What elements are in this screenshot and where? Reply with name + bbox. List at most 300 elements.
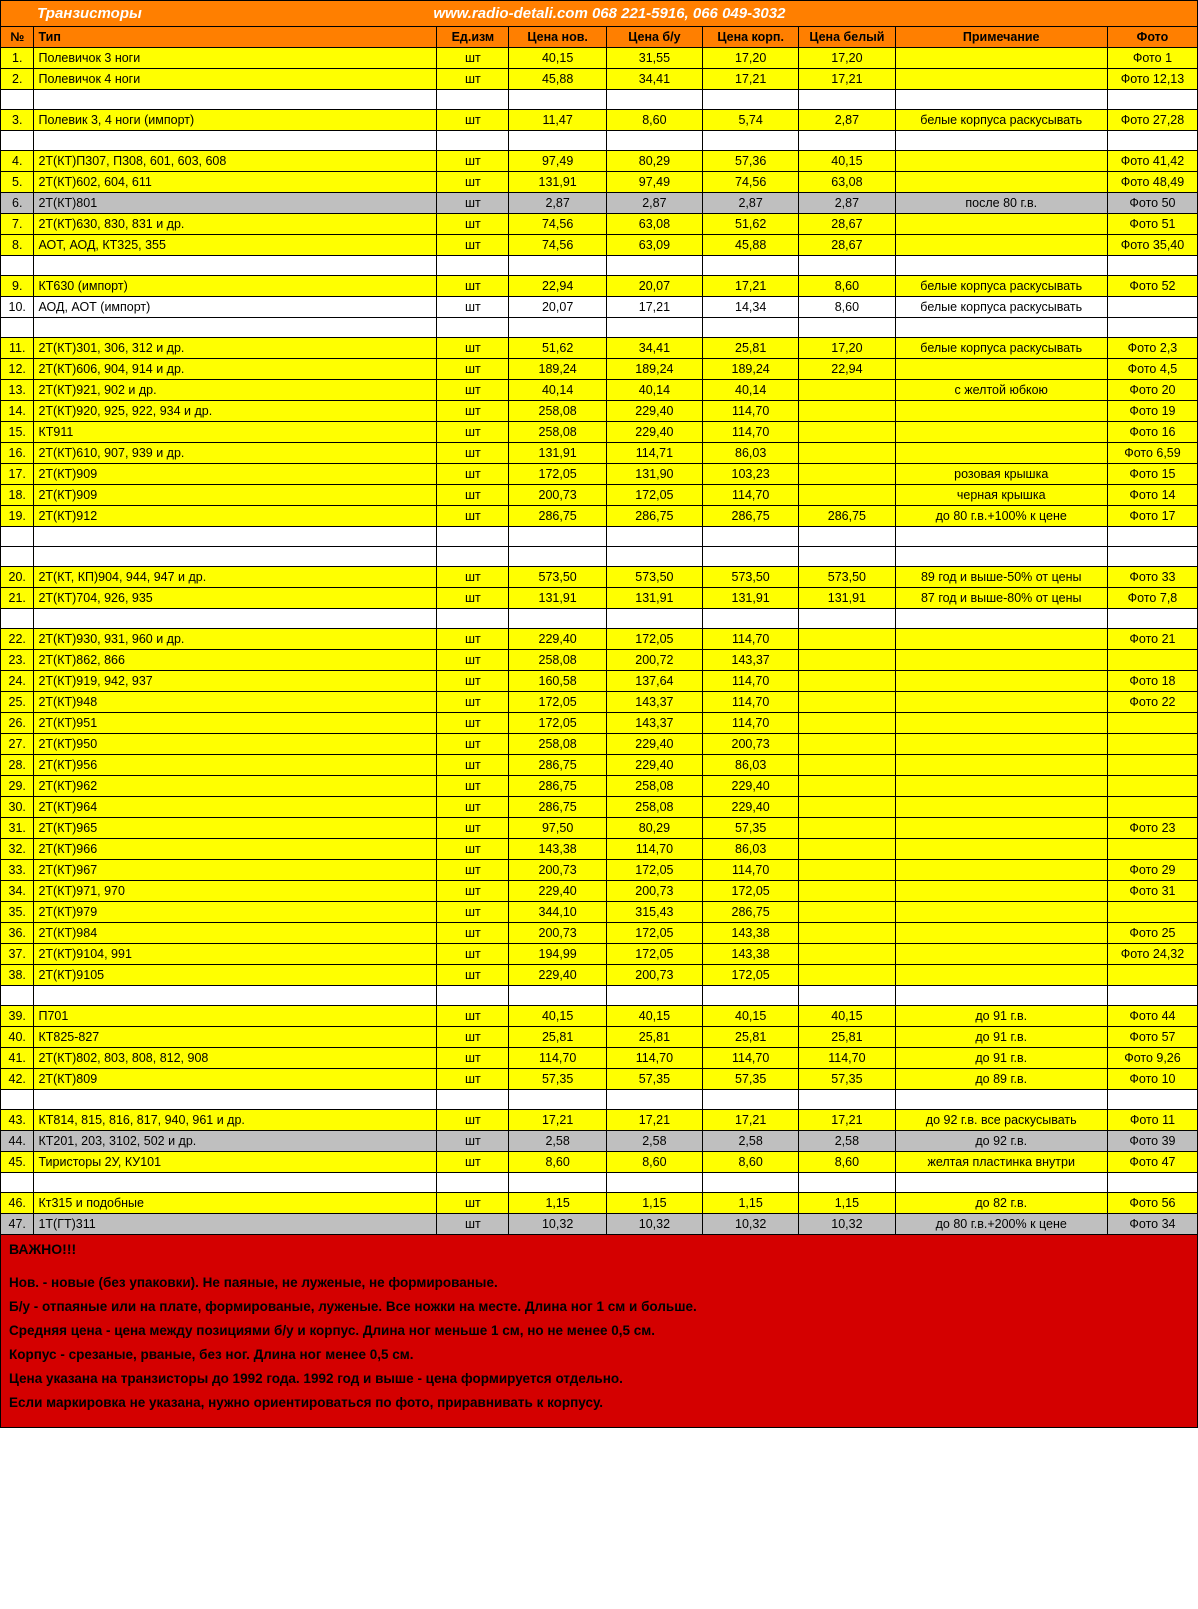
cell-type: 2Т(КТ)630, 830, 831 и др.	[34, 214, 437, 235]
cell-unit	[437, 131, 509, 151]
cell-p2: 114,70	[606, 839, 702, 860]
cell-note	[895, 734, 1107, 755]
cell-note	[895, 776, 1107, 797]
column-header-price-case: Цена корп.	[703, 27, 799, 48]
cell-p1: 229,40	[509, 629, 606, 650]
cell-photo	[1107, 256, 1197, 276]
cell-p4: 25,81	[799, 1027, 895, 1048]
cell-num: 21.	[1, 588, 34, 609]
cell-p2: 80,29	[606, 818, 702, 839]
cell-p3: 17,21	[703, 1110, 799, 1131]
cell-note: белые корпуса раскусывать	[895, 110, 1107, 131]
cell-p4	[799, 131, 895, 151]
cell-p1: 286,75	[509, 755, 606, 776]
cell-p3: 229,40	[703, 776, 799, 797]
cell-num	[1, 609, 34, 629]
cell-p1: 131,91	[509, 443, 606, 464]
cell-photo: Фото 29	[1107, 860, 1197, 881]
cell-unit: шт	[437, 235, 509, 256]
cell-p2: 200,73	[606, 881, 702, 902]
cell-p2: 189,24	[606, 359, 702, 380]
table-row	[1, 297, 1198, 318]
cell-note	[895, 881, 1107, 902]
cell-p2: 172,05	[606, 860, 702, 881]
table-row	[1, 567, 1198, 588]
cell-p2: 17,21	[606, 297, 702, 318]
cell-unit: шт	[437, 69, 509, 90]
cell-num: 23.	[1, 650, 34, 671]
cell-p2: 57,35	[606, 1069, 702, 1090]
cell-note: 87 год и выше-80% от цены	[895, 588, 1107, 609]
table-row	[1, 172, 1198, 193]
cell-p3: 114,70	[703, 1048, 799, 1069]
cell-type: 2Т(КТ)921, 902 и др.	[34, 380, 437, 401]
footer-line: Б/у - отпаяные или на плате, формированые, луженые. Все ножки на месте. Длина ног 1 см и больше.	[9, 1299, 697, 1314]
cell-p3: 45,88	[703, 235, 799, 256]
cell-p1: 20,07	[509, 297, 606, 318]
cell-note	[895, 671, 1107, 692]
cell-photo: Фото 2,3	[1107, 338, 1197, 359]
cell-num: 17.	[1, 464, 34, 485]
cell-note: белые корпуса раскусывать	[895, 297, 1107, 318]
cell-photo	[1107, 297, 1197, 318]
cell-note	[895, 256, 1107, 276]
cell-unit: шт	[437, 776, 509, 797]
cell-num: 30.	[1, 797, 34, 818]
cell-p1: 189,24	[509, 359, 606, 380]
cell-unit: шт	[437, 1069, 509, 1090]
cell-unit: шт	[437, 172, 509, 193]
cell-note	[895, 359, 1107, 380]
cell-unit: шт	[437, 485, 509, 506]
table-header-row	[1, 27, 1198, 48]
price-table	[0, 26, 1198, 1235]
cell-p2: 573,50	[606, 567, 702, 588]
cell-p1: 2,87	[509, 193, 606, 214]
cell-note	[895, 151, 1107, 172]
cell-type: 2Т(КТ)610, 907, 939 и др.	[34, 443, 437, 464]
table-row	[1, 839, 1198, 860]
cell-note	[895, 214, 1107, 235]
table-row	[1, 401, 1198, 422]
cell-p2: 143,37	[606, 713, 702, 734]
cell-p4: 40,15	[799, 1006, 895, 1027]
cell-p4: 17,21	[799, 1110, 895, 1131]
cell-type: 2Т(КТ)966	[34, 839, 437, 860]
cell-p1: 40,14	[509, 380, 606, 401]
cell-type: 2Т(КТ)301, 306, 312 и др.	[34, 338, 437, 359]
cell-unit: шт	[437, 965, 509, 986]
cell-p1: 143,38	[509, 839, 606, 860]
cell-unit: шт	[437, 359, 509, 380]
cell-unit: шт	[437, 401, 509, 422]
cell-photo	[1107, 965, 1197, 986]
cell-note	[895, 609, 1107, 629]
cell-type: 2Т(КТ)912	[34, 506, 437, 527]
cell-num: 20.	[1, 567, 34, 588]
cell-num: 37.	[1, 944, 34, 965]
cell-p4	[799, 1090, 895, 1110]
table-row	[1, 110, 1198, 131]
cell-num: 44.	[1, 1131, 34, 1152]
cell-type	[34, 1090, 437, 1110]
cell-num: 12.	[1, 359, 34, 380]
table-row	[1, 276, 1198, 297]
cell-p3	[703, 318, 799, 338]
cell-photo	[1107, 734, 1197, 755]
cell-type: КТ814, 815, 816, 817, 940, 961 и др.	[34, 1110, 437, 1131]
cell-p4: 22,94	[799, 359, 895, 380]
cell-p1: 131,91	[509, 588, 606, 609]
cell-type: КТ201, 203, 3102, 502 и др.	[34, 1131, 437, 1152]
cell-p2: 172,05	[606, 923, 702, 944]
cell-unit: шт	[437, 755, 509, 776]
cell-note	[895, 797, 1107, 818]
cell-p2	[606, 131, 702, 151]
cell-type: 2Т(КТ)602, 604, 611	[34, 172, 437, 193]
cell-unit	[437, 1090, 509, 1110]
cell-note: 89 год и выше-50% от цены	[895, 567, 1107, 588]
cell-type: Полевичок 4 ноги	[34, 69, 437, 90]
table-row	[1, 380, 1198, 401]
table-row	[1, 464, 1198, 485]
cell-p3: 14,34	[703, 297, 799, 318]
cell-p2: 172,05	[606, 944, 702, 965]
cell-note	[895, 1090, 1107, 1110]
cell-num: 6.	[1, 193, 34, 214]
table-row	[1, 359, 1198, 380]
cell-num: 4.	[1, 151, 34, 172]
cell-p2: 114,71	[606, 443, 702, 464]
cell-num: 9.	[1, 276, 34, 297]
cell-p3: 573,50	[703, 567, 799, 588]
cell-p2: 40,14	[606, 380, 702, 401]
cell-p2: 258,08	[606, 797, 702, 818]
cell-p4	[799, 818, 895, 839]
cell-p2: 137,64	[606, 671, 702, 692]
cell-unit: шт	[437, 1131, 509, 1152]
cell-p3: 17,21	[703, 276, 799, 297]
cell-type: 2Т(КТ)965	[34, 818, 437, 839]
cell-p1	[509, 527, 606, 547]
cell-p2	[606, 318, 702, 338]
cell-unit: шт	[437, 1027, 509, 1048]
cell-note	[895, 860, 1107, 881]
cell-type: 2Т(КТ)704, 926, 935	[34, 588, 437, 609]
page-title: Транзисторы	[37, 5, 142, 22]
cell-p4	[799, 256, 895, 276]
cell-p3: 286,75	[703, 506, 799, 527]
cell-unit: шт	[437, 881, 509, 902]
cell-unit	[437, 547, 509, 567]
table-row	[1, 1069, 1198, 1090]
cell-p1	[509, 609, 606, 629]
cell-photo	[1107, 986, 1197, 1006]
cell-num: 25.	[1, 692, 34, 713]
cell-num: 39.	[1, 1006, 34, 1027]
cell-p1: 172,05	[509, 464, 606, 485]
cell-note	[895, 902, 1107, 923]
cell-note	[895, 692, 1107, 713]
cell-p4: 17,21	[799, 69, 895, 90]
cell-unit: шт	[437, 464, 509, 485]
cell-p1: 1,15	[509, 1193, 606, 1214]
cell-p3: 131,91	[703, 588, 799, 609]
cell-p2: 143,37	[606, 692, 702, 713]
cell-note	[895, 713, 1107, 734]
cell-p4	[799, 839, 895, 860]
cell-note	[895, 527, 1107, 547]
table-row	[1, 1131, 1198, 1152]
cell-type: 2Т(КТ)909	[34, 485, 437, 506]
cell-note	[895, 839, 1107, 860]
cell-type: Полевик 3, 4 ноги (импорт)	[34, 110, 437, 131]
cell-unit: шт	[437, 1048, 509, 1069]
cell-p2: 2,58	[606, 1131, 702, 1152]
cell-note	[895, 422, 1107, 443]
contact-info: www.radio-detali.com 068 221-5916, 066 049-3032	[433, 5, 786, 22]
cell-p2: 34,41	[606, 338, 702, 359]
cell-note: розовая крышка	[895, 464, 1107, 485]
cell-p2	[606, 609, 702, 629]
cell-unit: шт	[437, 818, 509, 839]
cell-num: 36.	[1, 923, 34, 944]
cell-unit: шт	[437, 380, 509, 401]
cell-photo	[1107, 609, 1197, 629]
cell-unit: шт	[437, 276, 509, 297]
cell-unit	[437, 609, 509, 629]
cell-photo: Фото 19	[1107, 401, 1197, 422]
cell-p1	[509, 318, 606, 338]
cell-p4: 286,75	[799, 506, 895, 527]
cell-p3: 2,58	[703, 1131, 799, 1152]
cell-type: 2Т(КТ)950	[34, 734, 437, 755]
cell-p4: 2,87	[799, 110, 895, 131]
table-row	[1, 881, 1198, 902]
cell-p1: 258,08	[509, 650, 606, 671]
cell-note: с желтой юбкою	[895, 380, 1107, 401]
column-header-type: Тип	[34, 27, 437, 48]
table-row	[1, 151, 1198, 172]
cell-photo: Фото 9,26	[1107, 1048, 1197, 1069]
table-row	[1, 588, 1198, 609]
cell-p4	[799, 485, 895, 506]
cell-photo: Фото 14	[1107, 485, 1197, 506]
table-row	[1, 629, 1198, 650]
cell-photo: Фото 25	[1107, 923, 1197, 944]
cell-photo: Фото 47	[1107, 1152, 1197, 1173]
cell-photo	[1107, 90, 1197, 110]
cell-type: КТ825-827	[34, 1027, 437, 1048]
cell-p1	[509, 90, 606, 110]
cell-unit: шт	[437, 338, 509, 359]
cell-type: АОД, АОТ (импорт)	[34, 297, 437, 318]
cell-unit: шт	[437, 1193, 509, 1214]
cell-photo: Фото 1	[1107, 48, 1197, 69]
column-header-price-used: Цена б/у	[606, 27, 702, 48]
cell-p1	[509, 986, 606, 1006]
cell-note	[895, 235, 1107, 256]
cell-type: 2Т(КТ)9104, 991	[34, 944, 437, 965]
cell-p1: 573,50	[509, 567, 606, 588]
table-spacer-row	[1, 256, 1198, 276]
cell-photo: Фото 12,13	[1107, 69, 1197, 90]
cell-p4	[799, 902, 895, 923]
footer-line: Если маркировка не указана, нужно ориентироваться по фото, приравнивать к корпусу.	[9, 1395, 604, 1410]
table-row	[1, 860, 1198, 881]
cell-p3	[703, 547, 799, 567]
cell-unit: шт	[437, 48, 509, 69]
cell-type	[34, 90, 437, 110]
cell-type	[34, 256, 437, 276]
important-label: ВАЖНО!!!	[9, 1241, 77, 1257]
cell-p3	[703, 527, 799, 547]
cell-num	[1, 90, 34, 110]
cell-photo	[1107, 1173, 1197, 1193]
cell-note: до 91 г.в.	[895, 1027, 1107, 1048]
cell-p2: 8,60	[606, 110, 702, 131]
table-spacer-row	[1, 527, 1198, 547]
cell-p4	[799, 318, 895, 338]
cell-p3: 200,73	[703, 734, 799, 755]
cell-num: 45.	[1, 1152, 34, 1173]
cell-photo	[1107, 713, 1197, 734]
cell-p2: 34,41	[606, 69, 702, 90]
cell-p2: 172,05	[606, 485, 702, 506]
cell-p1: 286,75	[509, 776, 606, 797]
cell-num: 34.	[1, 881, 34, 902]
table-row	[1, 1193, 1198, 1214]
cell-p4	[799, 609, 895, 629]
cell-photo	[1107, 318, 1197, 338]
cell-p2	[606, 986, 702, 1006]
cell-type	[34, 318, 437, 338]
cell-p2: 229,40	[606, 755, 702, 776]
cell-num	[1, 527, 34, 547]
cell-p4: 17,20	[799, 48, 895, 69]
cell-p2: 63,09	[606, 235, 702, 256]
cell-photo: Фото 11	[1107, 1110, 1197, 1131]
cell-num: 31.	[1, 818, 34, 839]
cell-note: до 89 г.в.	[895, 1069, 1107, 1090]
cell-p3: 143,38	[703, 923, 799, 944]
cell-p3: 8,60	[703, 1152, 799, 1173]
cell-photo: Фото 51	[1107, 214, 1197, 235]
cell-p3: 229,40	[703, 797, 799, 818]
cell-p3: 86,03	[703, 839, 799, 860]
cell-photo	[1107, 650, 1197, 671]
cell-p3: 143,37	[703, 650, 799, 671]
cell-p3: 2,87	[703, 193, 799, 214]
cell-type: 2Т(КТ)606, 904, 914 и др.	[34, 359, 437, 380]
cell-p4	[799, 923, 895, 944]
column-header-num: №	[1, 27, 34, 48]
cell-p3: 114,70	[703, 671, 799, 692]
table-body	[1, 48, 1198, 1235]
cell-photo: Фото 56	[1107, 1193, 1197, 1214]
table-row	[1, 69, 1198, 90]
cell-num: 40.	[1, 1027, 34, 1048]
cell-p1	[509, 1173, 606, 1193]
cell-p4	[799, 713, 895, 734]
cell-p3: 40,14	[703, 380, 799, 401]
cell-unit: шт	[437, 110, 509, 131]
cell-p3: 86,03	[703, 443, 799, 464]
cell-note: до 92 г.в. все раскусывать	[895, 1110, 1107, 1131]
cell-note	[895, 547, 1107, 567]
footer-line: Средняя цена - цена между позициями б/у и корпус. Длина ног меньше 1 см, но не менее 0,5 см.	[9, 1323, 655, 1338]
cell-type	[34, 1173, 437, 1193]
cell-num	[1, 131, 34, 151]
table-spacer-row	[1, 90, 1198, 110]
cell-note	[895, 818, 1107, 839]
column-header-note: Примечание	[895, 27, 1107, 48]
cell-photo: Фото 17	[1107, 506, 1197, 527]
cell-num: 32.	[1, 839, 34, 860]
cell-p2	[606, 1173, 702, 1193]
cell-note: белые корпуса раскусывать	[895, 276, 1107, 297]
cell-unit: шт	[437, 692, 509, 713]
cell-unit: шт	[437, 151, 509, 172]
cell-p4	[799, 90, 895, 110]
cell-photo: Фото 23	[1107, 818, 1197, 839]
cell-p4	[799, 422, 895, 443]
cell-p1	[509, 131, 606, 151]
table-row	[1, 506, 1198, 527]
table-spacer-row	[1, 986, 1198, 1006]
cell-note: до 80 г.в.+200% к цене	[895, 1214, 1107, 1235]
cell-num: 47.	[1, 1214, 34, 1235]
cell-p1: 114,70	[509, 1048, 606, 1069]
cell-num: 38.	[1, 965, 34, 986]
cell-p3: 114,70	[703, 860, 799, 881]
cell-type: АОТ, АОД, КТ325, 355	[34, 235, 437, 256]
cell-num: 46.	[1, 1193, 34, 1214]
cell-p1: 40,15	[509, 48, 606, 69]
table-row	[1, 671, 1198, 692]
cell-p4: 28,67	[799, 235, 895, 256]
cell-photo	[1107, 755, 1197, 776]
cell-num: 8.	[1, 235, 34, 256]
cell-p1	[509, 1090, 606, 1110]
cell-note	[895, 923, 1107, 944]
cell-unit: шт	[437, 797, 509, 818]
cell-p4	[799, 629, 895, 650]
table-row	[1, 692, 1198, 713]
cell-unit: шт	[437, 588, 509, 609]
table-row	[1, 1110, 1198, 1131]
cell-num	[1, 547, 34, 567]
cell-num	[1, 318, 34, 338]
table-row	[1, 902, 1198, 923]
column-header-unit: Ед.изм	[437, 27, 509, 48]
cell-photo	[1107, 776, 1197, 797]
cell-note	[895, 650, 1107, 671]
cell-photo	[1107, 1090, 1197, 1110]
cell-note	[895, 755, 1107, 776]
cell-p1: 17,21	[509, 1110, 606, 1131]
cell-p4: 1,15	[799, 1193, 895, 1214]
cell-photo	[1107, 547, 1197, 567]
cell-p4	[799, 464, 895, 485]
cell-p2: 114,70	[606, 1048, 702, 1069]
cell-unit	[437, 986, 509, 1006]
cell-note	[895, 172, 1107, 193]
cell-p4	[799, 380, 895, 401]
cell-note	[895, 1173, 1107, 1193]
cell-photo: Фото 6,59	[1107, 443, 1197, 464]
cell-num	[1, 1173, 34, 1193]
